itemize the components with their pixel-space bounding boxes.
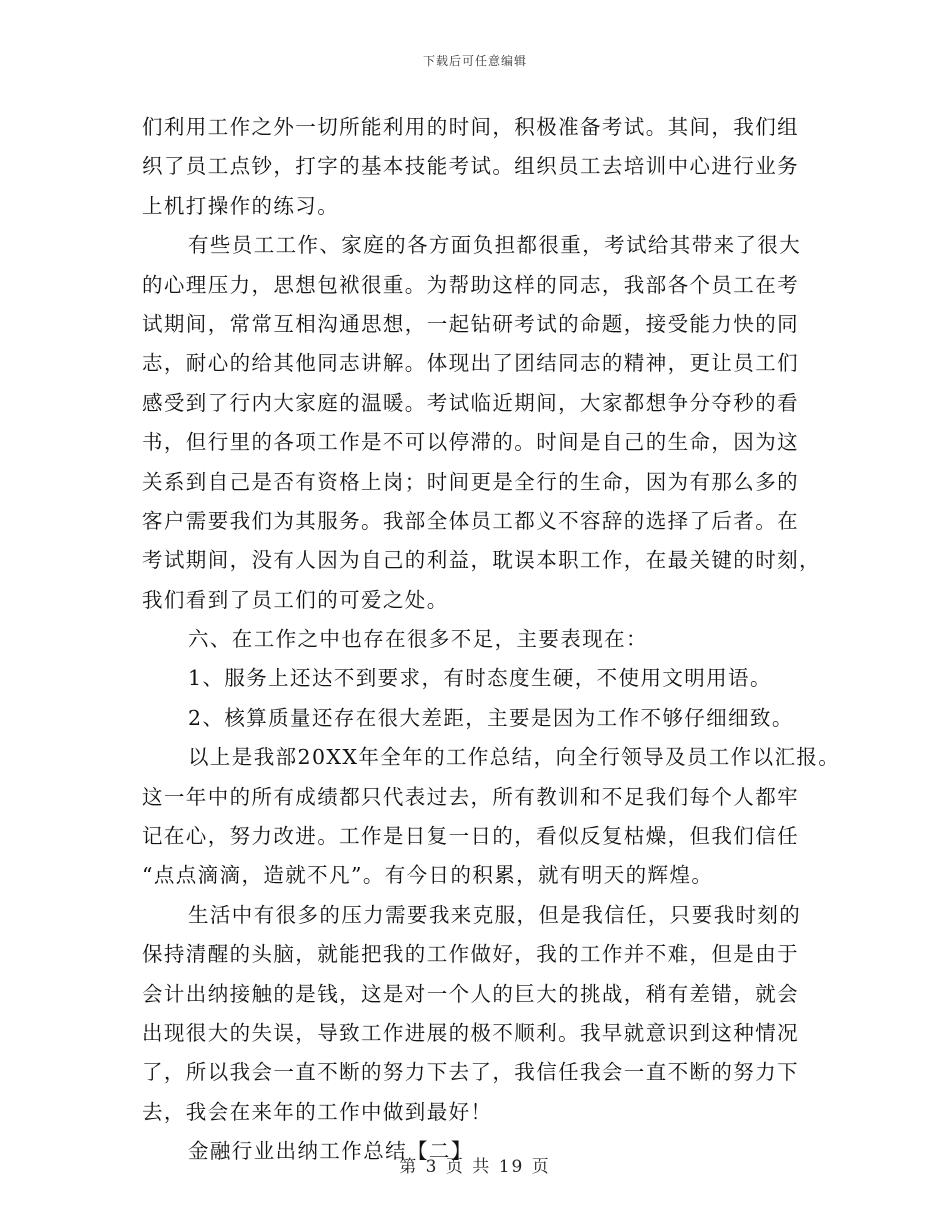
text-line: 试期间，常常互相沟通思想，一起钻研考试的命题，接受能力快的同 (142, 311, 799, 336)
text-line: 出现很大的失误，导致工作进展的极不顺利。我早就意识到这种情况 (142, 1020, 799, 1045)
text-line: 1、服务上还达不到要求，有时态度生硬，不使用文明用语。 (188, 666, 772, 691)
text-line: 会计出纳接触的是钱，这是对一个人的巨大的挑战，稍有差错，就会 (142, 981, 799, 1006)
text-line: 上机打操作的练习。 (142, 193, 340, 218)
text-line: 客户需要我们为其服务。我部全体员工都义不容辞的选择了后者。在 (142, 508, 799, 533)
text-line: 有些员工工作、家庭的各方面负担都很重，考试给其带来了很大 (188, 233, 802, 258)
text-line: 金融行业出纳工作总结【二】 (188, 1139, 473, 1164)
text-line: “点点滴滴，造就不凡”。有今日的积累，就有明天的辉煌。 (142, 863, 714, 888)
page-header: 下载后可任意编辑 (422, 54, 527, 68)
text-line: 生活中有很多的压力需要我来克服，但是我信任，只要我时刻的 (188, 902, 802, 927)
text-line: 们利用工作之外一切所能利用的时间，积极准备考试。其间，我们组 (142, 115, 799, 139)
text-line: 关系到自己是否有资格上岗；时间更是全行的生命，因为有那么多的 (142, 469, 799, 494)
text-line: 2、核算质量还存在很大差距，主要是因为工作不够仔细细致。 (188, 705, 794, 730)
text-line: 的心理压力，思想包袱很重。为帮助这样的同志，我部各个员工在考 (142, 272, 799, 297)
page-number-footer: 第 3 页 共 19 页 (399, 1157, 551, 1177)
text-line: 我们看到了员工们的可爱之处。 (142, 587, 449, 612)
text-line: 考试期间，没有人因为自己的利益，耽误本职工作，在最关键的时刻， (142, 548, 821, 573)
text-line: 感受到了行内大家庭的温暖。考试临近期间，大家都想争分夺秒的看 (142, 390, 799, 415)
text-line: 保持清醒的头脑，就能把我的工作做好，我的工作并不难，但是由于 (142, 942, 799, 967)
text-line: 以上是我部20XX年全年的工作总结，向全行领导及员工作以汇报。 (188, 745, 841, 770)
text-line: 了，所以我会一直不断的努力下去了，我信任我会一直不断的努力下 (142, 1060, 799, 1085)
text-line: 记在心，努力改进。工作是日复一日的，看似反复枯燥，但我们信任 (142, 824, 799, 849)
text-line: 书，但行里的各项工作是不可以停滞的。时间是自己的生命，因为这 (142, 430, 799, 455)
text-line: 去，我会在来年的工作中做到最好！ (142, 1099, 493, 1124)
text-line: 织了员工点钞，打字的基本技能考试。组织员工去培训中心进行业务 (142, 154, 799, 179)
text-line: 六、在工作之中也存在很多不足，主要表现在： (188, 627, 648, 652)
text-line: 志，耐心的给其他同志讲解。体现出了团结同志的精神，更让员工们 (142, 351, 799, 376)
text-line: 这一年中的所有成绩都只代表过去，所有教训和不足我们每个人都牢 (142, 784, 799, 809)
document-body (142, 108, 841, 1172)
